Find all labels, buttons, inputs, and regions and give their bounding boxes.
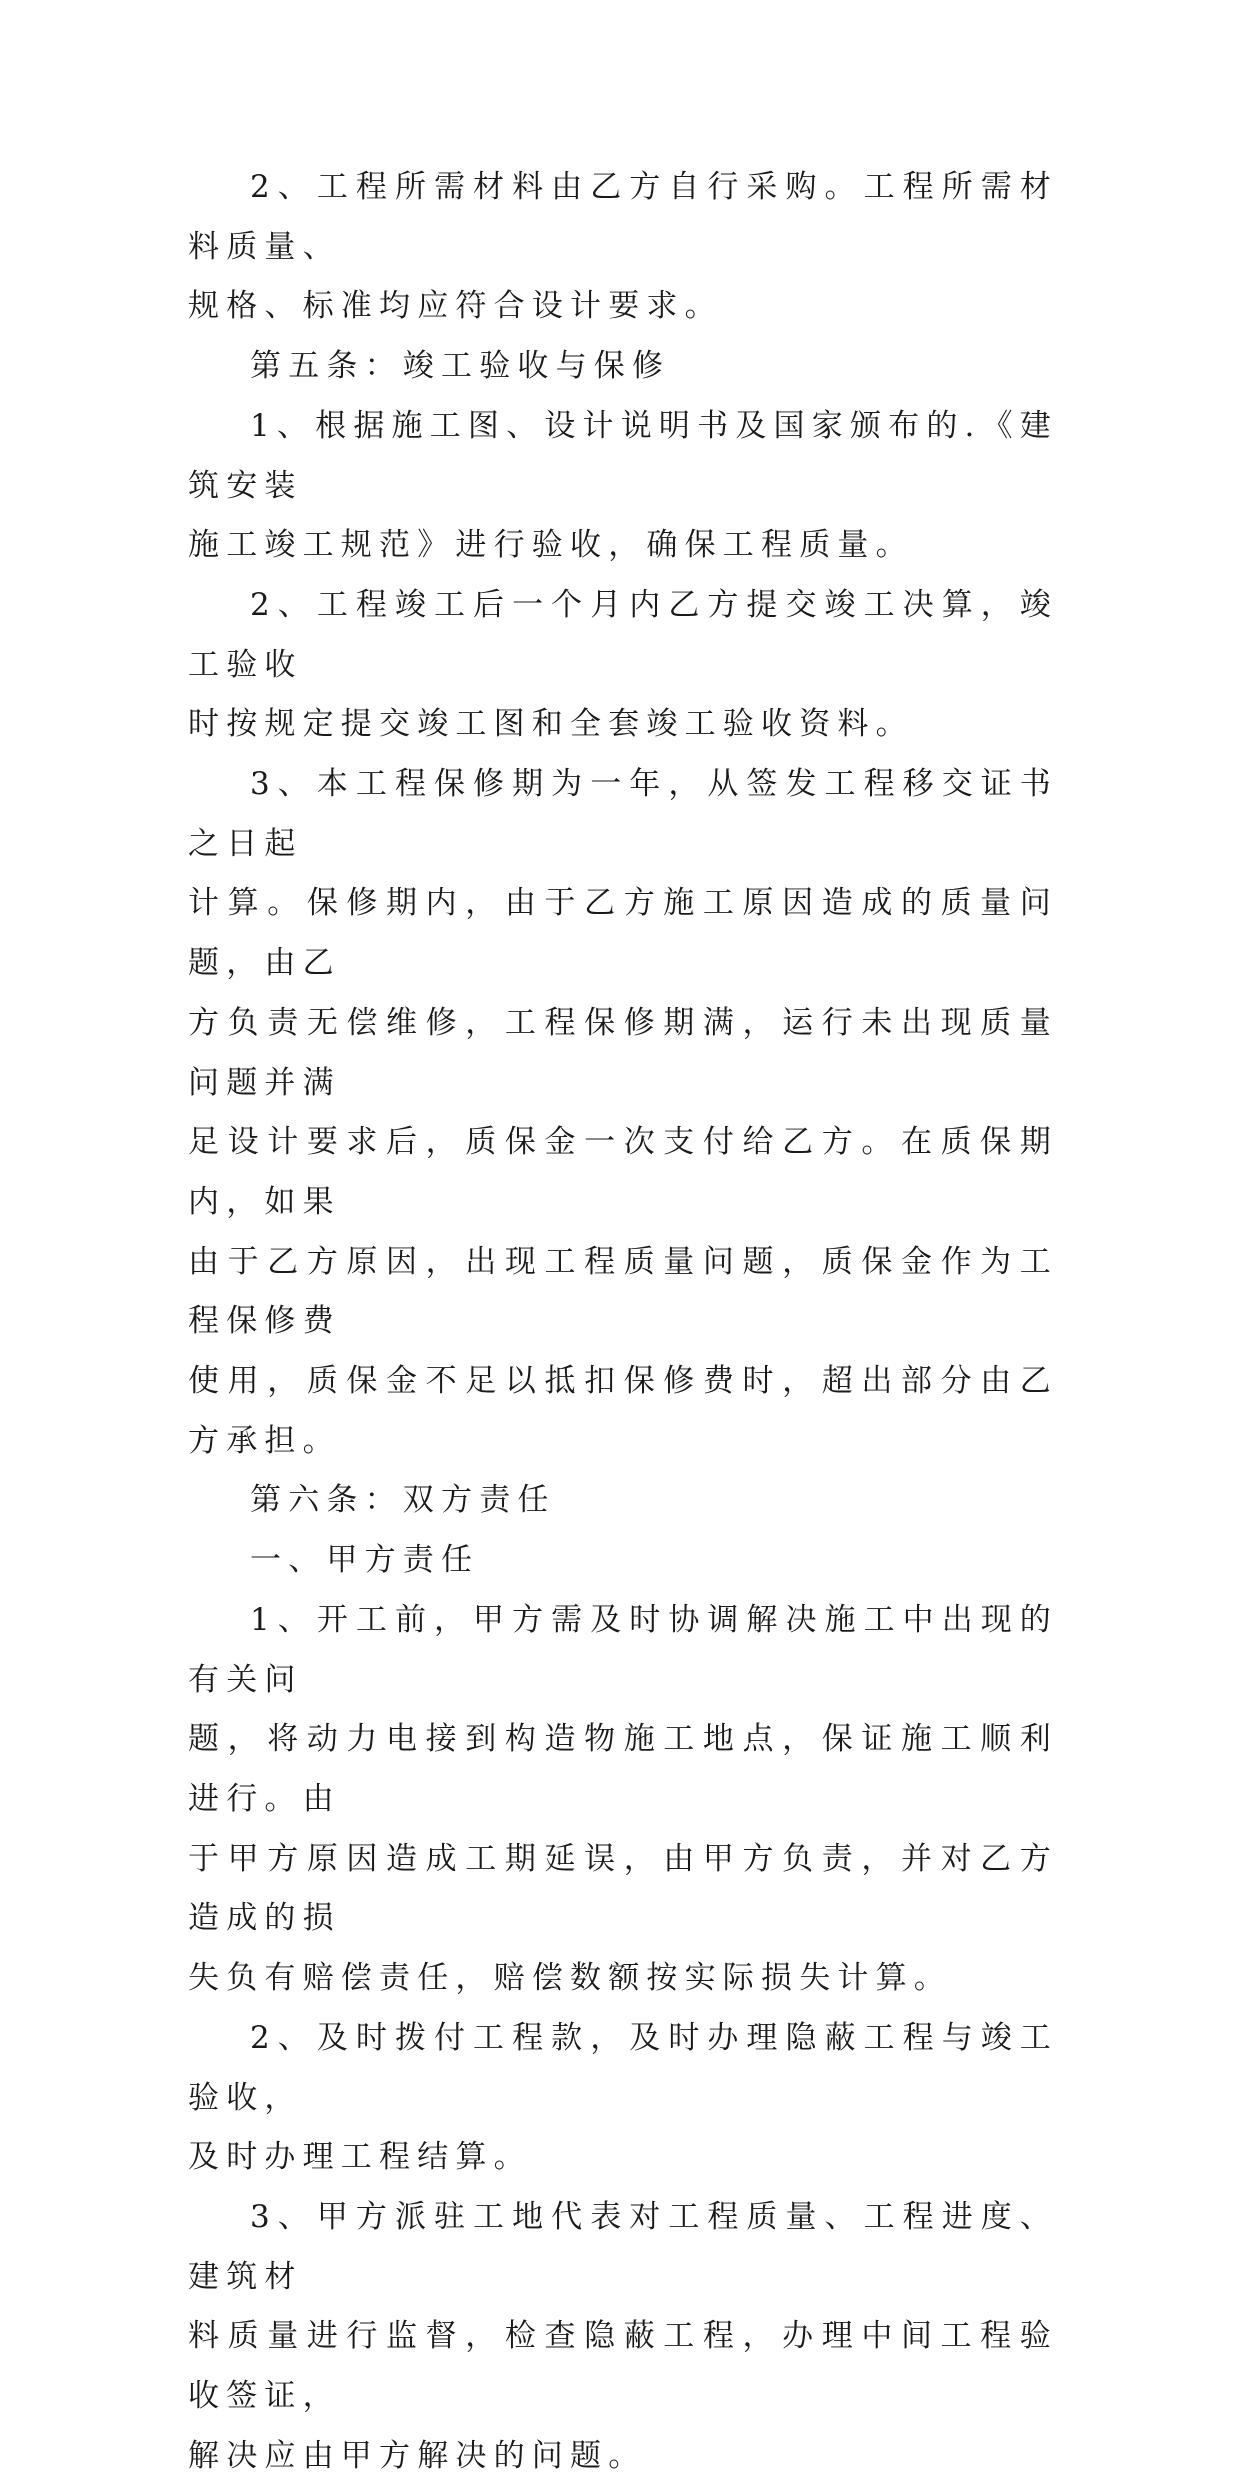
paragraph-materials	[188, 158, 1058, 337]
text-line: 第六条：双方责任	[250, 1482, 556, 1519]
section-heading-article-5	[188, 337, 1058, 397]
paragraph-party-a-1	[188, 1591, 1058, 2009]
text-line: 由于乙方原因，出现工程质量问题，质保金作为工程保修费	[188, 1243, 1058, 1340]
text-line: 计算。保修期内，由于乙方施工原因造成的质量问题，由乙	[188, 885, 1058, 982]
text-line: 第五条：竣工验收与保修	[250, 348, 671, 385]
paragraph-acceptance-1	[188, 397, 1058, 576]
text-line: 3、本工程保修期为一年，从签发工程移交证书之日起	[188, 766, 1058, 862]
text-line: 时按规定提交竣工图和全套竣工验收资料。	[188, 706, 914, 743]
document-body	[188, 158, 1058, 2486]
text-line: 足设计要求后，质保金一次支付给乙方。在质保期内，如果	[188, 1124, 1058, 1220]
text-line: 料质量进行监督，检查隐蔽工程，办理中间工程验收签证，	[188, 2318, 1058, 2415]
text-line: 题，将动力电接到构造物施工地点，保证施工顺利进行。由	[188, 1721, 1058, 1817]
text-line: 失负有赔偿责任，赔偿数额按实际损失计算。	[188, 1960, 952, 1997]
text-line: 规格、标准均应符合设计要求。	[188, 288, 723, 325]
text-line: 1、根据施工图、设计说明书及国家颁布的.《建筑安装	[188, 407, 1058, 504]
text-line: 2、及时拨付工程款，及时办理隐蔽工程与竣工验收，	[188, 2019, 1058, 2116]
paragraph-warranty	[188, 755, 1058, 1471]
text-line: 及时办理工程结算。	[188, 2139, 532, 2176]
paragraph-party-a-2	[188, 2009, 1058, 2188]
paragraph-party-a-3	[188, 2188, 1058, 2486]
section-heading-article-6	[188, 1471, 1058, 1531]
text-line: 3、甲方派驻工地代表对工程质量、工程进度、建筑材	[188, 2198, 1058, 2295]
text-line: 施工竣工规范》进行验收，确保工程质量。	[188, 527, 914, 564]
text-line: 于甲方原因造成工期延误，由甲方负责，并对乙方造成的损	[188, 1840, 1058, 1937]
text-line: 解决应由甲方解决的问题。	[188, 2437, 647, 2474]
subheading-party-a	[188, 1531, 1058, 1591]
text-line: 方负责无偿维修，工程保修期满，运行未出现质量问题并满	[188, 1004, 1058, 1101]
text-line: 1、开工前，甲方需及时协调解决施工中出现的有关问	[188, 1601, 1058, 1698]
text-line: 一、甲方责任	[250, 1542, 480, 1579]
text-line: 使用，质保金不足以抵扣保修费时，超出部分由乙方承担。	[188, 1363, 1058, 1459]
paragraph-acceptance-2	[188, 576, 1058, 755]
text-line: 2、工程竣工后一个月内乙方提交竣工决算，竣工验收	[188, 586, 1058, 683]
text-line: 2、工程所需材料由乙方自行采购。工程所需材料质量、	[188, 169, 1058, 265]
